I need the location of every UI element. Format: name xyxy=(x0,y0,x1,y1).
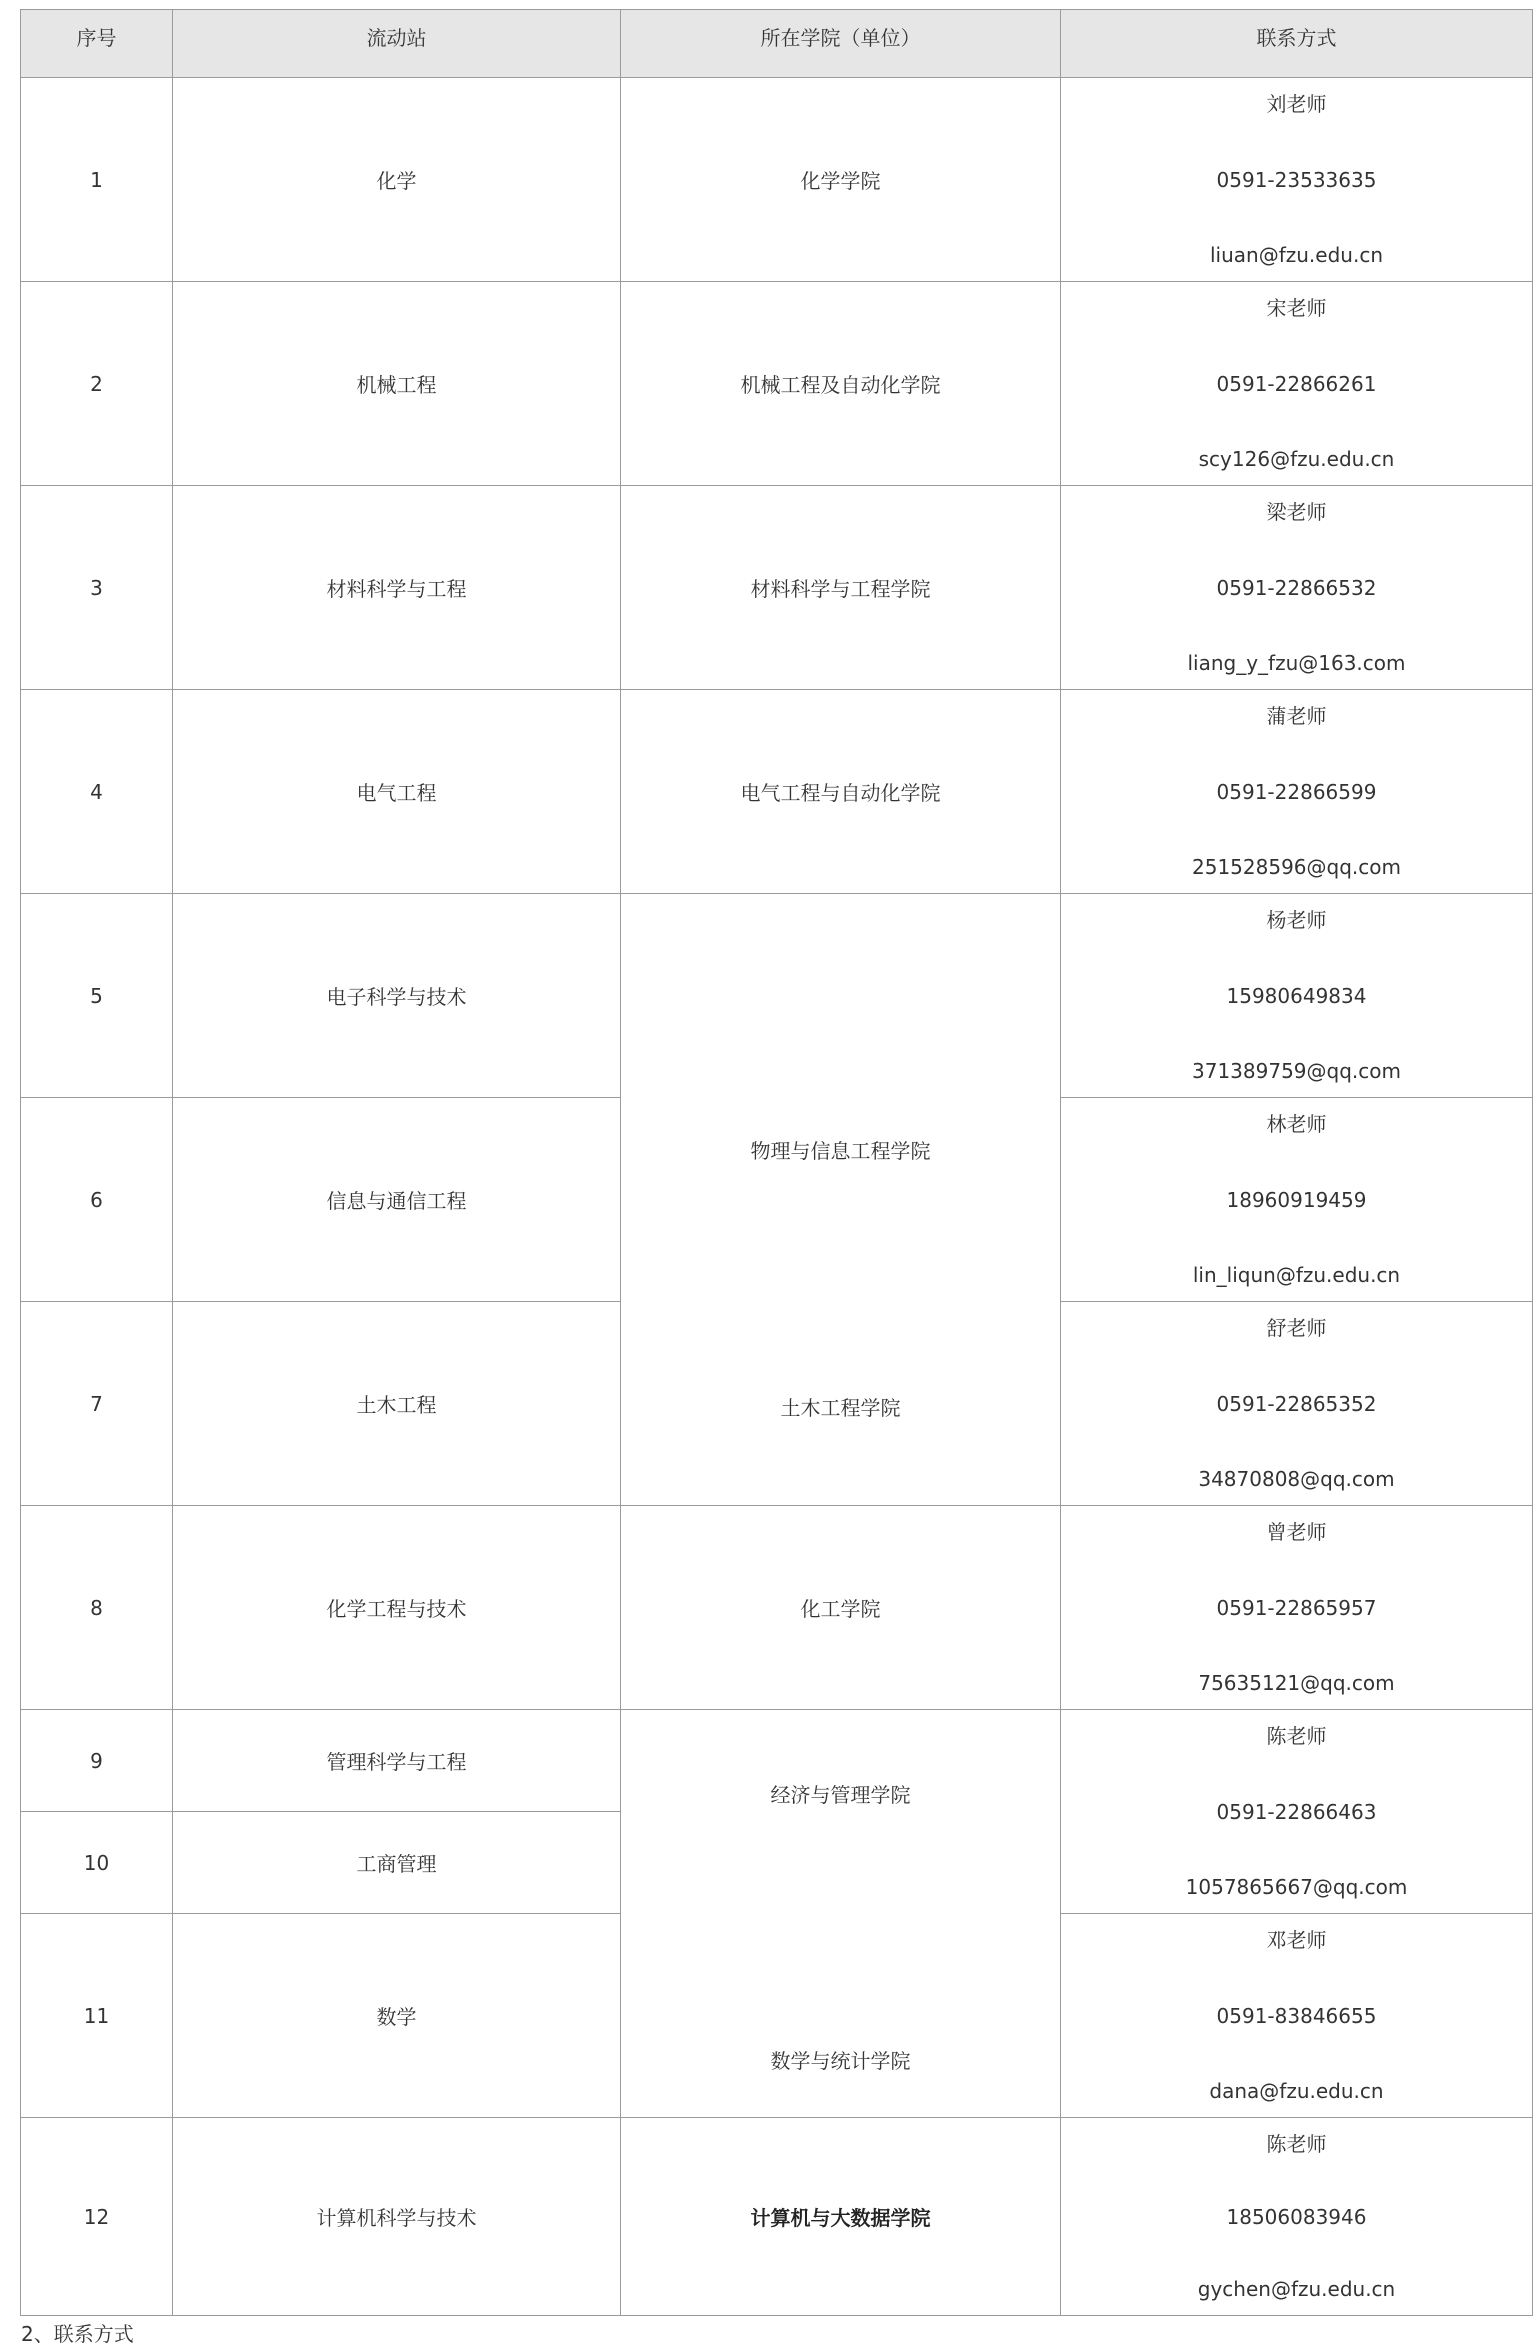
contact-email: 1057865667@qq.com xyxy=(1185,1875,1408,1899)
header-label: 所在学院（单位） xyxy=(760,26,921,50)
college-name: 数学与统计学院 xyxy=(770,2049,911,2074)
row-number-cell xyxy=(20,485,173,690)
college-cell xyxy=(620,893,1061,1506)
contact-phone: 18506083946 xyxy=(1226,2204,1367,2229)
station-name: 土木工程 xyxy=(356,1393,437,1417)
college-cell xyxy=(620,689,1061,894)
row-number-cell xyxy=(20,2117,173,2316)
contact-cell xyxy=(1060,281,1533,486)
contact-phone: 0591-22865957 xyxy=(1216,1595,1377,1620)
row-number-cell xyxy=(20,1709,173,1812)
contact-name: 陈老师 xyxy=(1266,1724,1327,1748)
contact-phone: 15980649834 xyxy=(1226,983,1367,1008)
row-number-cell xyxy=(20,1913,173,2118)
station-cell xyxy=(172,1709,621,1812)
header-label: 序号 xyxy=(76,26,117,50)
college-name: 经济与管理学院 xyxy=(770,1782,911,1807)
contact-email: liang_y_fzu@163.com xyxy=(1187,651,1406,675)
header-cell xyxy=(20,9,173,78)
contact-name: 杨老师 xyxy=(1266,908,1327,932)
row-number-cell xyxy=(20,281,173,486)
contact-cell xyxy=(1060,77,1533,282)
contact-cell xyxy=(1060,1709,1533,1914)
contact-name: 刘老师 xyxy=(1266,92,1327,116)
college-cell xyxy=(620,485,1061,690)
college-name: 材料科学与工程学院 xyxy=(750,577,931,601)
row-number: 12 xyxy=(83,2204,110,2229)
contact-email: liuan@fzu.edu.cn xyxy=(1210,243,1383,267)
header-label: 联系方式 xyxy=(1256,26,1337,50)
header-cell xyxy=(620,9,1061,78)
row-number: 11 xyxy=(83,2003,110,2028)
row-number: 8 xyxy=(90,1595,103,1620)
row-number-cell xyxy=(20,689,173,894)
row-number: 3 xyxy=(90,575,103,600)
contact-phone: 0591-22866463 xyxy=(1216,1799,1377,1824)
header-cell xyxy=(1060,9,1533,78)
station-name: 材料科学与工程 xyxy=(326,577,467,601)
contact-email: 75635121@qq.com xyxy=(1198,1671,1395,1695)
row-number: 9 xyxy=(90,1748,103,1773)
row-number-cell xyxy=(20,77,173,282)
contact-phone: 0591-83846655 xyxy=(1216,2003,1377,2028)
row-number-cell xyxy=(20,1097,173,1302)
contact-phone: 0591-22866532 xyxy=(1216,575,1377,600)
station-name: 计算机科学与技术 xyxy=(316,2206,477,2230)
station-name: 电气工程 xyxy=(356,781,437,805)
station-name: 化学工程与技术 xyxy=(326,1597,467,1621)
contact-name: 林老师 xyxy=(1266,1112,1327,1136)
row-number: 6 xyxy=(90,1187,103,1212)
college-name: 机械工程及自动化学院 xyxy=(740,373,941,397)
college-name: 电气工程与自动化学院 xyxy=(740,781,941,805)
contact-phone: 0591-22865352 xyxy=(1216,1391,1377,1416)
contact-email: lin_liqun@fzu.edu.cn xyxy=(1192,1263,1401,1287)
footer-note: 2、联系方式 xyxy=(21,2322,134,2346)
contact-phone: 18960919459 xyxy=(1226,1187,1367,1212)
college-cell xyxy=(620,281,1061,486)
contact-cell xyxy=(1060,485,1533,690)
station-name: 数学 xyxy=(376,2005,417,2029)
station-cell xyxy=(172,1811,621,1914)
contact-email: dana@fzu.edu.cn xyxy=(1209,2079,1384,2103)
station-cell xyxy=(172,893,621,1098)
row-number: 10 xyxy=(83,1850,110,1875)
contact-name: 陈老师 xyxy=(1266,2132,1327,2156)
row-number: 4 xyxy=(90,779,103,804)
contact-email: 251528596@qq.com xyxy=(1192,855,1401,879)
contact-name: 舒老师 xyxy=(1266,1316,1327,1340)
row-number-cell xyxy=(20,1811,173,1914)
college-name: 土木工程学院 xyxy=(780,1396,901,1421)
contact-cell xyxy=(1060,1301,1533,1506)
stations-table xyxy=(21,10,1533,2316)
header-cell xyxy=(172,9,621,78)
station-cell xyxy=(172,281,621,486)
station-cell xyxy=(172,77,621,282)
college-name: 化工学院 xyxy=(800,1597,881,1621)
college-cell xyxy=(620,1505,1061,1710)
station-cell xyxy=(172,1097,621,1302)
contact-phone: 0591-22866261 xyxy=(1216,371,1377,396)
station-name: 工商管理 xyxy=(356,1852,437,1876)
row-number-cell xyxy=(20,1505,173,1710)
college-name: 物理与信息工程学院 xyxy=(750,1139,931,1164)
contact-name: 梁老师 xyxy=(1266,500,1327,524)
station-name: 电子科学与技术 xyxy=(326,985,467,1009)
station-cell xyxy=(172,2117,621,2316)
contact-email: 34870808@qq.com xyxy=(1198,1467,1395,1491)
contact-cell xyxy=(1060,893,1533,1098)
station-name: 机械工程 xyxy=(356,373,437,397)
contact-cell xyxy=(1060,1913,1533,2118)
row-number: 5 xyxy=(90,983,103,1008)
contact-cell xyxy=(1060,1505,1533,1710)
contact-name: 曾老师 xyxy=(1266,1520,1327,1544)
row-number-cell xyxy=(20,893,173,1098)
contact-email: scy126@fzu.edu.cn xyxy=(1198,447,1395,471)
contact-cell xyxy=(1060,2117,1533,2316)
contact-phone: 0591-22866599 xyxy=(1216,779,1377,804)
contact-email: gychen@fzu.edu.cn xyxy=(1197,2277,1396,2301)
station-cell xyxy=(172,1301,621,1506)
station-cell xyxy=(172,1505,621,1710)
college-cell xyxy=(620,2117,1061,2316)
contact-phone: 0591-23533635 xyxy=(1216,167,1377,192)
college-name: 计算机与大数据学院 xyxy=(750,2206,931,2230)
contact-cell xyxy=(1060,689,1533,894)
contact-name: 邓老师 xyxy=(1266,1928,1327,1952)
station-name: 管理科学与工程 xyxy=(326,1750,467,1774)
contact-name: 蒲老师 xyxy=(1266,704,1327,728)
contact-name: 宋老师 xyxy=(1266,296,1327,320)
contact-cell xyxy=(1060,1097,1533,1302)
header-label: 流动站 xyxy=(366,26,427,50)
station-cell xyxy=(172,485,621,690)
college-name: 化学学院 xyxy=(800,169,881,193)
row-number-cell xyxy=(20,1301,173,1506)
station-cell xyxy=(172,689,621,894)
row-number: 7 xyxy=(90,1391,103,1416)
station-cell xyxy=(172,1913,621,2118)
contact-email: 371389759@qq.com xyxy=(1192,1059,1401,1083)
station-name: 化学 xyxy=(376,169,417,193)
college-cell xyxy=(620,77,1061,282)
row-number: 1 xyxy=(90,167,103,192)
station-name: 信息与通信工程 xyxy=(326,1189,467,1213)
row-number: 2 xyxy=(90,371,103,396)
